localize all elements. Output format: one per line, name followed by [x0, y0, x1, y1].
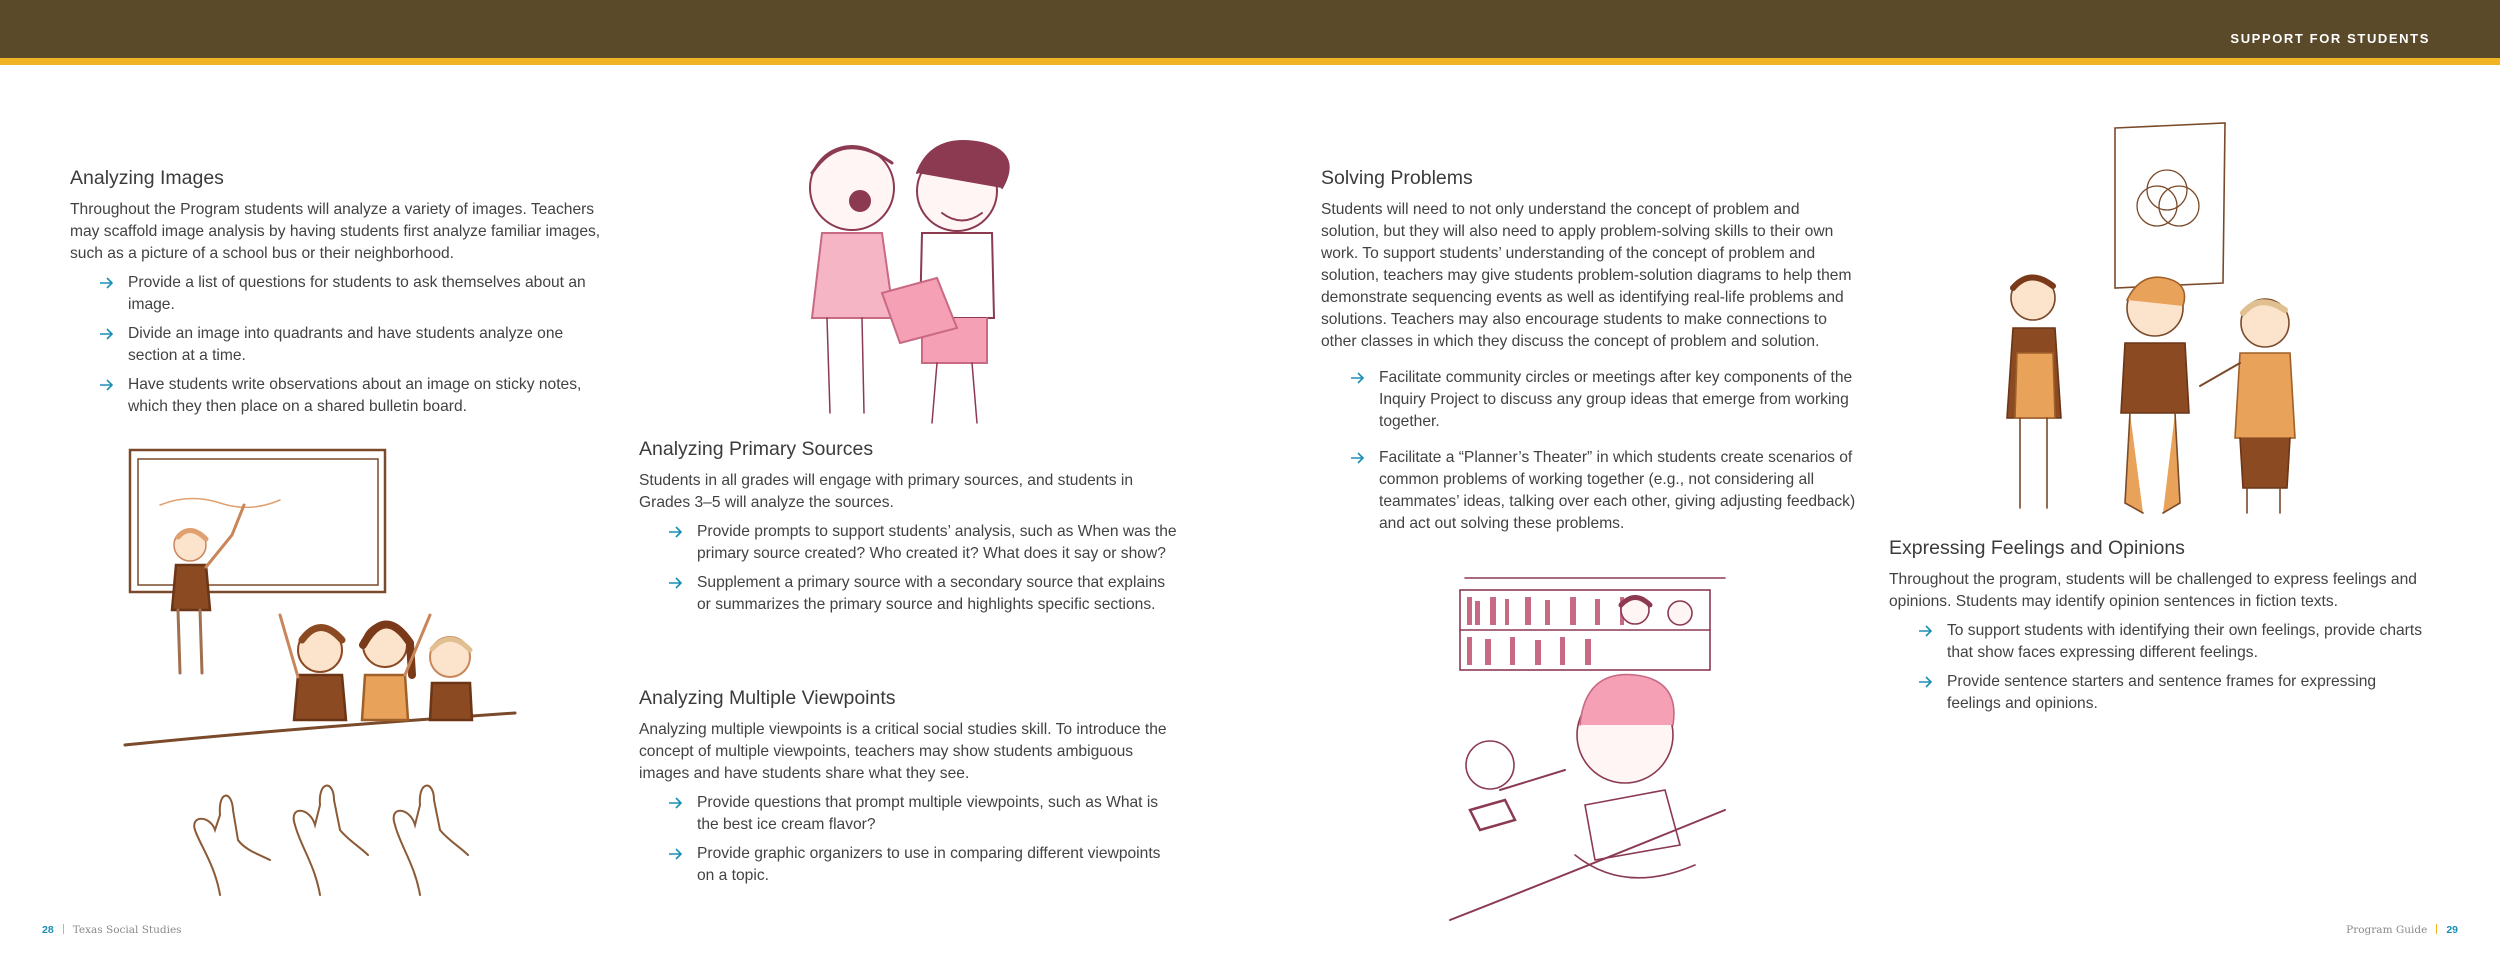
list-item: Have students write observations about an image on sticky notes, which they then place on a shared bulletin board. [128, 374, 615, 418]
list-item: Divide an image into quadrants and have students analyze one section at a time. [128, 323, 615, 367]
list-item: Provide a list of questions for students to ask themselves about an image. [128, 272, 615, 316]
arrow-right-icon [98, 323, 116, 345]
arrow-right-icon [1349, 367, 1367, 389]
list-item: Provide sentence starters and sentence frames for expressing feelings and opinions. [1947, 671, 2434, 715]
arrow-right-icon [98, 374, 116, 396]
list-item: Facilitate a “Planner’s Theater” in which students create scenarios of common problems of working together (e.g., not considering all teammates’ ideas, talking over each other, giving adjusting feedback) and act out solving these problems. [1379, 447, 1856, 535]
bullet-list [70, 272, 615, 418]
arrow-right-icon [667, 843, 685, 865]
bullet-list [1321, 367, 1856, 535]
section-solving-problems [1321, 166, 1856, 549]
section-title: Solving Problems [1321, 167, 1473, 189]
kids-sharing-paper-illustration [782, 133, 1042, 438]
section-analyzing-images [70, 166, 615, 425]
list-item: To support students with identifying their own feelings, provide charts that show faces expressing different feelings. [1947, 620, 2434, 664]
arrow-right-icon [667, 792, 685, 814]
footer-title-right: Program Guide [2346, 924, 2428, 936]
section-body: Students will need to not only understand the concept of problem and solution, but they will also need to apply problem-solving skills to their own work. To support students’ understanding of the concept of problem and solution, teachers may give students problem-solution diagrams to help them demonstrate sequencing events as well as identifying real-life problems and solutions. Teachers may also encourage students to make connections to other classes in which they discuss the concept of problem and solution. [1321, 201, 1852, 350]
bullet-list [639, 521, 1179, 616]
footer-divider [63, 924, 64, 934]
arrow-right-icon [667, 521, 685, 543]
page-number-left: 28 [42, 924, 54, 936]
list-item: Provide questions that prompt multiple viewpoints, such as What is the best ice cream flavor? [697, 792, 1179, 836]
footer-left [42, 924, 182, 936]
section-analyzing-multiple-viewpoints [639, 686, 1179, 894]
arrow-right-icon [667, 572, 685, 594]
arrow-right-icon [98, 272, 116, 294]
library-laptop-illustration [1445, 575, 1735, 930]
section-title: Analyzing Multiple Viewpoints [639, 687, 896, 709]
kids-discussing-illustration [1975, 118, 2355, 528]
section-body: Throughout the Program students will analyze a variety of images. Teachers may scaffold image analysis by having students first analyze familiar images, such as a picture of a school bus or their neighborhood. [70, 201, 601, 262]
section-title: Expressing Feelings and Opinions [1889, 537, 2185, 559]
section-body: Analyzing multiple viewpoints is a critical social studies skill. To introduce the concept of multiple viewpoints, teachers may show students ambiguous images and have students share what they see. [639, 721, 1167, 782]
section-expressing-feelings [1889, 536, 2434, 722]
header-label: SUPPORT FOR STUDENTS [2230, 31, 2430, 46]
header-bar [0, 0, 2500, 58]
section-body: Students in all grades will engage with primary sources, and students in Grades 3–5 will analyze the sources. [639, 472, 1134, 511]
bullet-list [1889, 620, 2434, 715]
section-title: Analyzing Primary Sources [639, 438, 874, 460]
header-accent-line [0, 58, 2500, 65]
arrow-right-icon [1917, 671, 1935, 693]
arrow-right-icon [1349, 447, 1367, 469]
classroom-illustration [120, 445, 570, 900]
footer-title-left: Texas Social Studies [72, 924, 182, 936]
page-number-right: 29 [2446, 924, 2458, 936]
list-item: Provide graphic organizers to use in comparing different viewpoints on a topic. [697, 843, 1179, 887]
section-body: Throughout the program, students will be challenged to express feelings and opinions. Students may identify opinion sentences in fiction texts. [1889, 571, 2417, 610]
section-title: Analyzing Images [70, 167, 224, 189]
arrow-right-icon [1917, 620, 1935, 642]
list-item: Provide prompts to support students’ analysis, such as When was the primary source created? Who created it? What does it say or show? [697, 521, 1179, 565]
list-item: Supplement a primary source with a secondary source that explains or summarizes the primary source and highlights specific sections. [697, 572, 1179, 616]
footer-right [2346, 924, 2458, 936]
section-analyzing-primary-sources [639, 437, 1179, 623]
bullet-list [639, 792, 1179, 887]
list-item: Facilitate community circles or meetings after key components of the Inquiry Project to discuss any group ideas that emerge from working together. [1379, 367, 1856, 433]
footer-divider [2436, 924, 2437, 934]
